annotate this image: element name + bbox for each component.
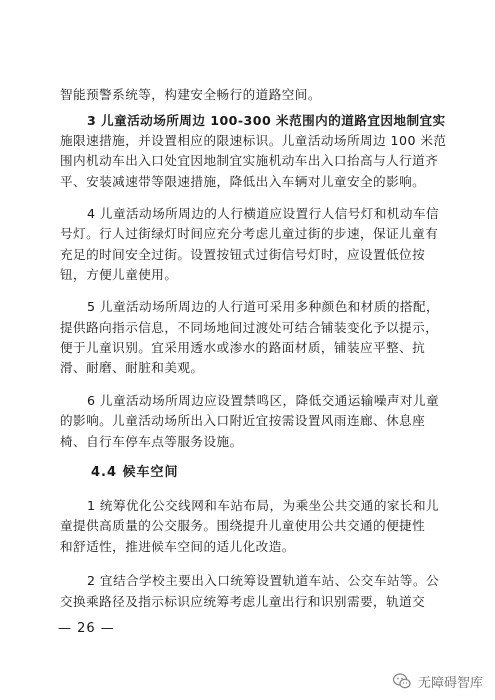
text-line: 4 儿童活动场所周边的人行横道应设置行人信号灯和机动车信 — [87, 206, 440, 221]
text-line: 施限速措施，并设置相应的限速标识。儿童活动场所周边 100 米范 — [60, 133, 447, 148]
text-line: 童提供高质量的公交服务。围绕提升儿童使用公共交通的便捷性 — [60, 518, 426, 533]
text-line: 便于儿童识别。宜采用透水或渗水的路面材质，铺装应平整、抗 — [60, 340, 426, 355]
text-line: 3 儿童活动场所周边 100-300 米范围内的道路宜因地制宜实 — [87, 113, 446, 128]
page-number: — 26 — — [58, 621, 115, 636]
text-line: 6 儿童活动场所周边应设置禁鸣区，降低交通运输噪声对儿童 — [87, 393, 440, 408]
text-line: 5 儿童活动场所周边的人行道可采用多种颜色和材质的搭配， — [87, 299, 440, 314]
text-line: 提供路向指示信息，不同场地间过渡处可结合铺装变化予以提示， — [60, 320, 439, 335]
watermark-text: 无障碍智库 — [417, 675, 483, 691]
text-line: 交换乘路径及指示标识应统筹考虑儿童出行和识别需要，轨道交 — [60, 594, 426, 609]
text-line: 平、安装减速带等限速措施，降低出入车辆对儿童安全的影响。 — [60, 174, 426, 189]
wechat-icon — [392, 671, 412, 691]
text-line: 滑、耐磨、耐脏和美观。 — [60, 360, 204, 375]
text-line: 椅、自行车停车点等服务设施。 — [60, 434, 243, 449]
section-heading: 4.4 候车空间 — [91, 465, 179, 480]
text-line: 和舒适性，推进候车空间的适儿化改造。 — [60, 539, 295, 554]
text-line: 1 统筹优化公交线网和车站布局，为乘坐公共交通的家长和儿 — [87, 498, 440, 513]
text-line: 号灯。行人过街绿灯时间应充分考虑儿童过街的步速，保证儿童有 — [60, 226, 439, 241]
text-line: 的影响。儿童活动场所出入口附近宜按需设置风雨连廊、休息座 — [60, 413, 426, 428]
text-line: 充足的时间安全过街。设置按钮式过街信号灯时，应设置低位按 — [60, 247, 426, 262]
text-line: 钮，方便儿童使用。 — [60, 267, 178, 282]
text-line: 智能预警系统等，构建安全畅行的道路空间。 — [60, 87, 321, 102]
watermark — [392, 671, 483, 691]
text-line: 2 宜结合学校主要出入口统筹设置轨道车站、公交车站等。公 — [87, 573, 440, 588]
text-line: 围内机动车出入口处宜因地制宜实施机动车出入口抬高与人行道齐 — [60, 153, 439, 168]
